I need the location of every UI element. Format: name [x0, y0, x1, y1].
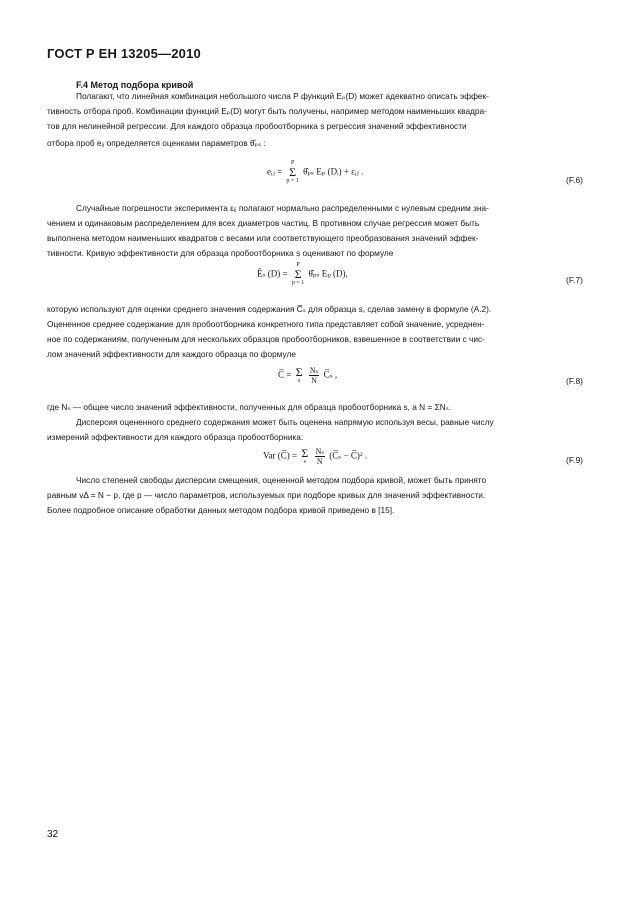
paragraph-1: [47, 89, 583, 134]
sum-upper-limit: P: [296, 262, 300, 268]
paragraph-5: [47, 473, 583, 518]
paragraph-line: измерений эффективности для каждого образца пробоотборника:: [47, 432, 304, 442]
fraction-denominator: N: [311, 376, 317, 385]
fraction: [309, 366, 319, 385]
sum-lower-limit: s: [297, 377, 301, 384]
sigma-icon: Σ: [294, 267, 302, 281]
equation-lhs: Êₛ (D) =: [257, 268, 288, 279]
equation-lhs: eᵢⱼ =: [267, 166, 283, 177]
section-title: F.4 Метод подбора кривой: [76, 80, 194, 90]
equation-number: (F.7): [566, 275, 583, 285]
fraction: [315, 447, 325, 466]
sum-lower-limit: p = 1: [286, 178, 299, 184]
paragraph-line: Оцененное среднее содержание для пробоотборника конкретного типа представляет собой значение, усреднен-: [47, 319, 485, 329]
sum-upper-limit: P: [290, 160, 295, 166]
equation-rhs: θ̂ₚₛ Eₚ (Dᵢ) + εᵢⱼ .: [303, 166, 364, 177]
equation-rhs: θ̂ₚₛ Eₚ (D),: [308, 268, 348, 279]
fraction-numerator: Nₛ: [309, 366, 319, 375]
sum-lower-limit: p = 1: [291, 280, 305, 286]
equation-lhs: C̅ =: [278, 369, 292, 380]
paragraph-line: Полагают, что линейная комбинация небольшого числа Р функций Eₚ(D) может адекватно описать эффек-: [76, 91, 489, 101]
sum-lower-limit: s: [303, 458, 306, 465]
equation-f7: [257, 262, 348, 287]
fraction-numerator: Nₛ: [315, 447, 325, 456]
paragraph-line: Дисперсия оцененного среднего содержания может быть оценена напрямую используя весы, равные числу: [76, 417, 494, 427]
equation-f6: [267, 160, 363, 185]
summation-symbol: [286, 160, 298, 185]
equation-rhs: (C̅ₛ − C̅)² .: [329, 450, 368, 461]
paragraph-line: Случайные погрешности эксперимента εᵢⱼ полагают нормально распределенными с нулевым средним зна-: [76, 203, 489, 213]
summation-symbol: [301, 445, 309, 466]
paragraph-line: тивности. Кривую эффективности для образца пробоотборника s оценивают по формуле: [47, 248, 394, 258]
paragraph-line: равным vΔ = N − p, где p — число параметров, используемых при подборе кривых для значений эффективности.: [47, 490, 486, 500]
paragraph-line: где Nₛ — общее число значений эффективности, полученных для образца пробоотборника s, а N = ΣNₛ.: [47, 402, 452, 412]
paragraph-line: Число степеней свободы дисперсии смещения, оцененной методом подбора кривой, может быть принято: [76, 475, 487, 485]
fraction-denominator: N: [316, 457, 323, 466]
summation-symbol: [292, 262, 304, 287]
paragraph-line: тивность отбора проб. Комбинации функций Eₚ(D) могут быть получены, например методом наименьших квадра-: [47, 106, 487, 116]
equation-number: (F.9): [566, 455, 583, 465]
equation-f8: [278, 366, 337, 385]
paragraph-line: выполнена методом наименьших квадратов с весами или соответствующего преобразования значений эффек-: [47, 233, 479, 243]
equation-f9: [263, 447, 367, 466]
page-number: 32: [47, 829, 59, 840]
equation-number: (F.8): [566, 376, 583, 386]
equation-lhs: Var (C̅) =: [263, 450, 298, 461]
sigma-icon: Σ: [301, 445, 309, 460]
paragraph-1-tail: [47, 136, 583, 151]
sigma-icon: Σ: [295, 364, 303, 379]
paragraph-line: Более подробное описание обработки данных методом подбора кривой приведено в [15].: [47, 505, 395, 515]
paragraph-4: [47, 400, 583, 445]
sigma-icon: Σ: [289, 165, 297, 179]
paragraph-line: ное по содержаниям, полученным для нескольких образцов пробоотборников, взвешенное в соответствии с чис-: [47, 334, 485, 344]
summation-symbol: [295, 364, 303, 385]
paragraph-2: [47, 201, 583, 261]
document-header: ГОСТ Р ЕН 13205—2010: [47, 46, 201, 61]
equation-rhs: C̅ₛ ,: [323, 369, 338, 380]
equation-number: (F.6): [566, 175, 583, 185]
paragraph-3: [47, 302, 583, 362]
paragraph-line: лом значений эффективности для каждого образца по формуле: [47, 349, 296, 359]
paragraph-line: чением и одинаковым распределением для всех диаметров частиц. В противном случае регрессия может быть: [47, 218, 480, 228]
paragraph-line: которую используют для оценки среднего значения содержания C̅ₛ для образца s, сделав замену в формуле (А.2).: [47, 304, 492, 314]
paragraph-line: тов для нелинейной регрессии. Для каждого образца пробоотборника s регрессия значений эффективности: [47, 121, 467, 131]
paragraph-line: отбора проб eᵢⱼ определяется оценками параметров θ̂ₚₛ :: [47, 138, 266, 148]
